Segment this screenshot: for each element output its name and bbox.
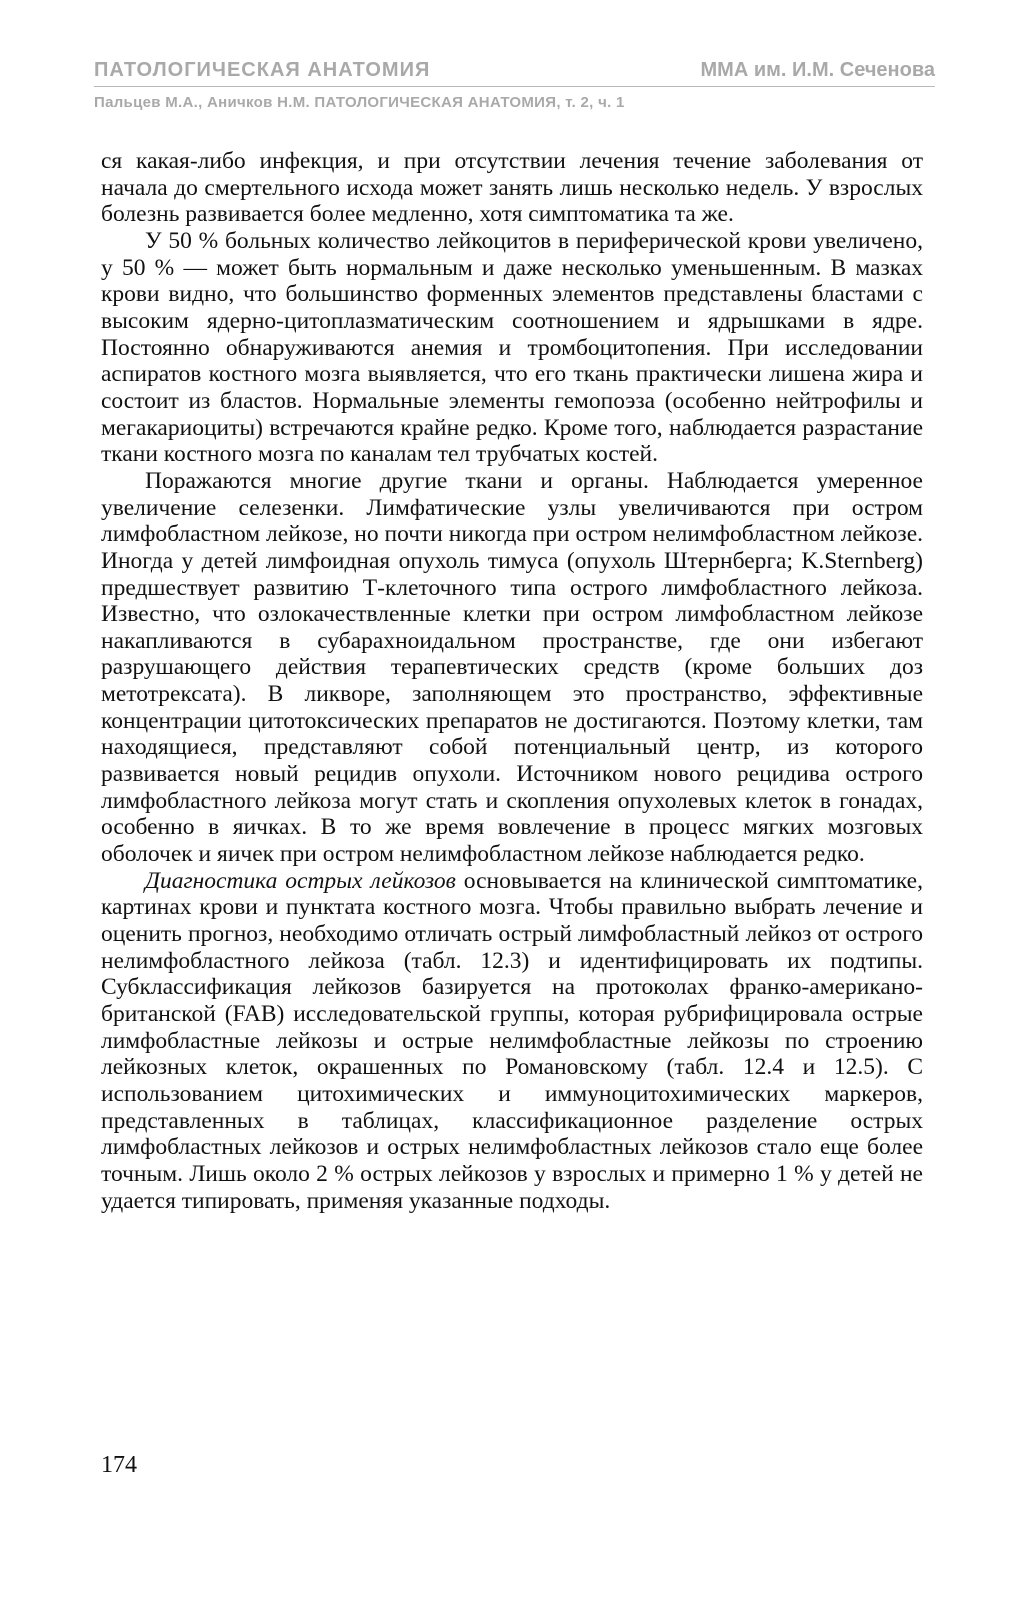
paragraph-3: Поражаются многие другие ткани и органы. Наблюдается умеренное увеличение селезенки. Лимфатические узлы увеличиваются при остром лимфобластном лейкозе, но почти никогда при остром нелимфобластном лейкозе. Иногда у детей лимфоидная опухоль тимуса (опухоль Штернберга; K.Sternberg) предшествует развитию Т-клеточного типа острого лимфобластного лейкоза. Известно, что озлокачествленные клетки при остром лимфобластном лейкозе накапливаются в субарахноидальном пространстве, где они избегают разрушающего действия терапевтических средств (кроме больших доз метотрексата). В ликворе, заполняющем это пространство, эффективные концентрации цитотоксических препаратов не достигаются. Поэтому клетки, там находящиеся, представляют собой потенциальный центр, из которого развивается новый рецидив опухоли. Источником нового рецидива острого лимфобластного лейкоза могут стать и скопления опухолевых клеток в гонадах, особенно в яичках. В то же время вовлечение в процесс мягких мозговых оболочек и яичек при остром нелимфобластном лейкозе наблюдается редко. (101, 467, 923, 868)
paragraph-4 (101, 868, 923, 1215)
page-number: 174 (101, 1452, 137, 1478)
paragraph-4-text: основывается на клинической симптоматике, картинах крови и пунктата костного мозга. Чтобы правильно выбрать лечение и оценить прогноз, необходимо отличать острый лимфобластный лейкоз от острого нелимфобластного лейкоза (табл. 12.3) и идентифицировать их подтипы. Субклассификация лейкозов базируется на протоколах франко-американо-британской (FAB) исследовательской группы, которая рубрифицировала острые лимфобластные лейкозы и острые нелимфобластные лейкозы по строению лейкозных клеток, окрашенных по Романовскому (табл. 12.4 и 12.5). С использованием цитохимических и иммуноцитохимических маркеров, представленных в таблицах, классификационное разделение острых лимфобластных лейкозов и острых нелимфобластных лейкозов стало еще более точным. Лишь около 2 % острых лейкозов у взрослых и примерно 1 % у детей не удается типировать, применяя указанные подходы. (101, 867, 923, 1214)
header-authors: Пальцев М.А., Аничков Н.М. ПАТОЛОГИЧЕСКАЯ АНАТОМИЯ, т. 2, ч. 1 (94, 94, 625, 111)
running-header (94, 56, 935, 87)
header-book-title: ПАТОЛОГИЧЕСКАЯ АНАТОМИЯ (94, 59, 431, 81)
header-institution: ММА им. И.М. Сеченова (700, 59, 935, 81)
paragraph-1: ся какая-либо инфекция, и при отсутствии лечения течение заболевания от начала до смертельного исхода может занять лишь несколько недель. У взрослых болезнь развивается более медленно, хотя симптоматика та же. (101, 148, 923, 228)
page-body (101, 148, 923, 1214)
paragraph-4-lead: Диагностика острых лейкозов (145, 867, 456, 894)
paragraph-2: У 50 % больных количество лейкоцитов в периферической крови увеличено, у 50 % — может быть нормальным и даже несколько уменьшенным. В мазках крови видно, что большинство форменных элементов представлены бластами с высоким ядерно-цитоплазматическим соотношением и ядрышками в ядре. Постоянно обнаруживаются анемия и тромбоцитопения. При исследовании аспиратов костного мозга выявляется, что его ткань практически лишена жира и состоит из бластов. Нормальные элементы гемопоэза (особенно нейтрофилы и мегакариоциты) встречаются крайне редко. Кроме того, наблюдается разрастание ткани костного мозга по каналам тел трубчатых костей. (101, 227, 923, 468)
